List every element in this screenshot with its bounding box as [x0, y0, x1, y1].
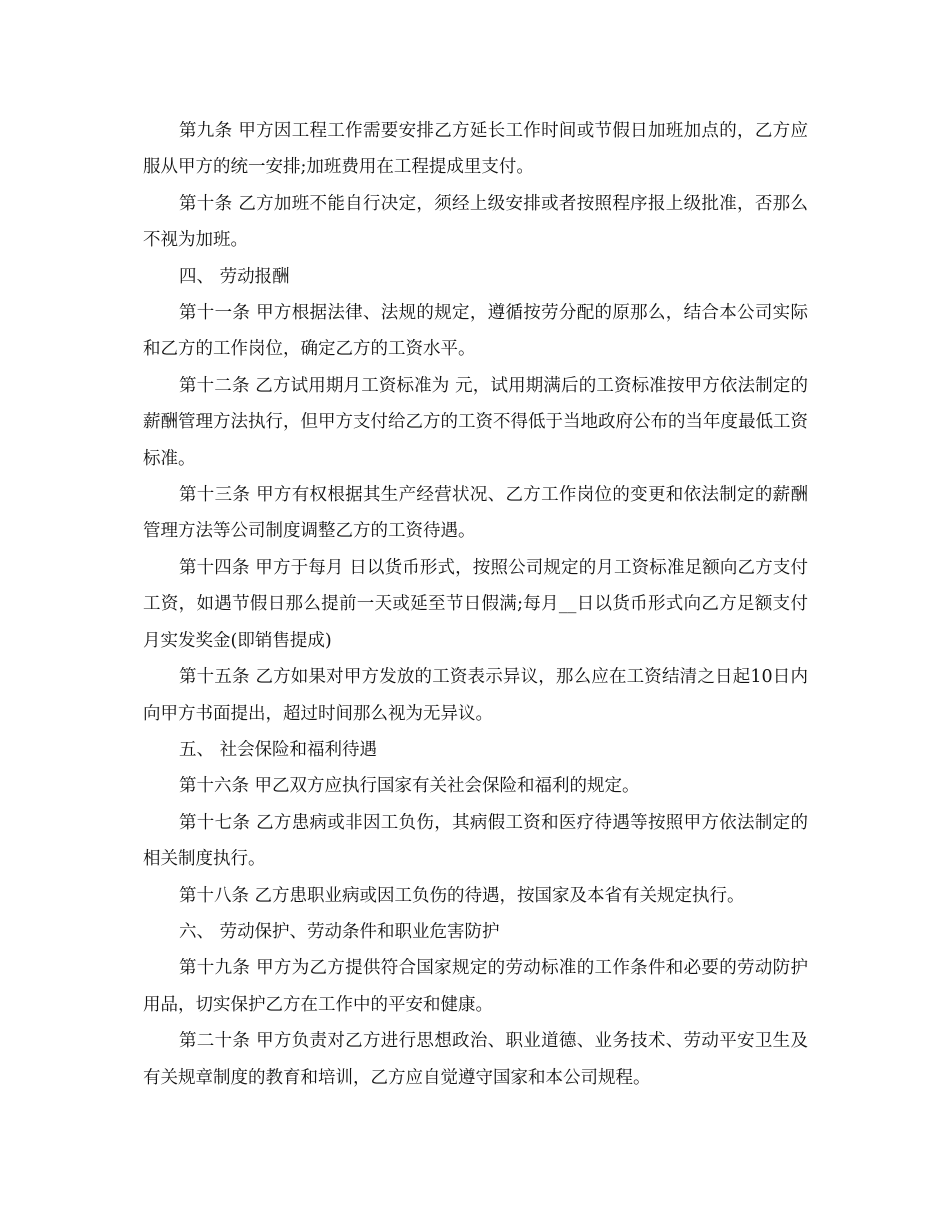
clause-15: 第十五条 乙方如果对甲方发放的工资表示异议，那么应在工资结清之日起10日内向甲方书面提出，超过时间那么视为无异议。	[143, 667, 808, 724]
section-heading-social-insurance: 五、 社会保险和福利待遇	[179, 739, 378, 760]
section-heading-remuneration: 四、 劳动报酬	[179, 266, 290, 287]
clause-16: 第十六条 甲乙双方应执行国家有关社会保险和福利的规定。	[179, 776, 640, 797]
section-heading-labor-protection: 六、 劳动保护、劳动条件和职业危害防护	[179, 921, 500, 942]
clause-13: 第十三条 甲方有权根据其生产经营状况、乙方工作岗位的变更和依法制定的薪酬管理方法等公司制度调整乙方的工资待遇。	[143, 485, 808, 542]
clause-11: 第十一条 甲方根据法律、法规的规定，遵循按劳分配的原那么，结合本公司实际和乙方的工作岗位，确定乙方的工资水平。	[143, 303, 808, 360]
clause-17: 第十七条 乙方患病或非因工负伤，其病假工资和医疗待遇等按照甲方依法制定的相关制度执行。	[143, 812, 808, 870]
clause-14: 第十四条 甲方于每月 日以货币形式，按照公司规定的月工资标准足额向乙方支付工资，如遇节假日那么提前一天或延至节日假满;每月__日以货币形式向乙方足额支付月实发奖金(即销售提成)	[143, 557, 808, 651]
clause-19: 第十九条 甲方为乙方提供符合国家规定的劳动标准的工作条件和必要的劳动防护用品，切实保护乙方在工作中的平安和健康。	[143, 958, 808, 1015]
document-body	[143, 113, 808, 1096]
clause-20: 第二十条 甲方负责对乙方进行思想政治、职业道德、业务技术、劳动平安卫生及有关规章制度的教育和培训，乙方应自觉遵守国家和本公司规程。	[143, 1031, 808, 1088]
clause-12: 第十二条 乙方试用期月工资标准为 元，试用期满后的工资标准按甲方依法制定的薪酬管理方法执行，但甲方支付给乙方的工资不得低于当地政府公布的当年度最低工资标准。	[143, 375, 808, 469]
clause-9: 第九条 甲方因工程工作需要安排乙方延长工作时间或节假日加班加点的，乙方应服从甲方的统一安排;加班费用在工程提成里支付。	[143, 121, 808, 178]
clause-10: 第十条 乙方加班不能自行决定，须经上级安排或者按照程序报上级批准，否那么不视为加班。	[143, 193, 808, 251]
clause-18: 第十八条 乙方患职业病或因工负伤的待遇，按国家及本省有关规定执行。	[179, 885, 745, 906]
